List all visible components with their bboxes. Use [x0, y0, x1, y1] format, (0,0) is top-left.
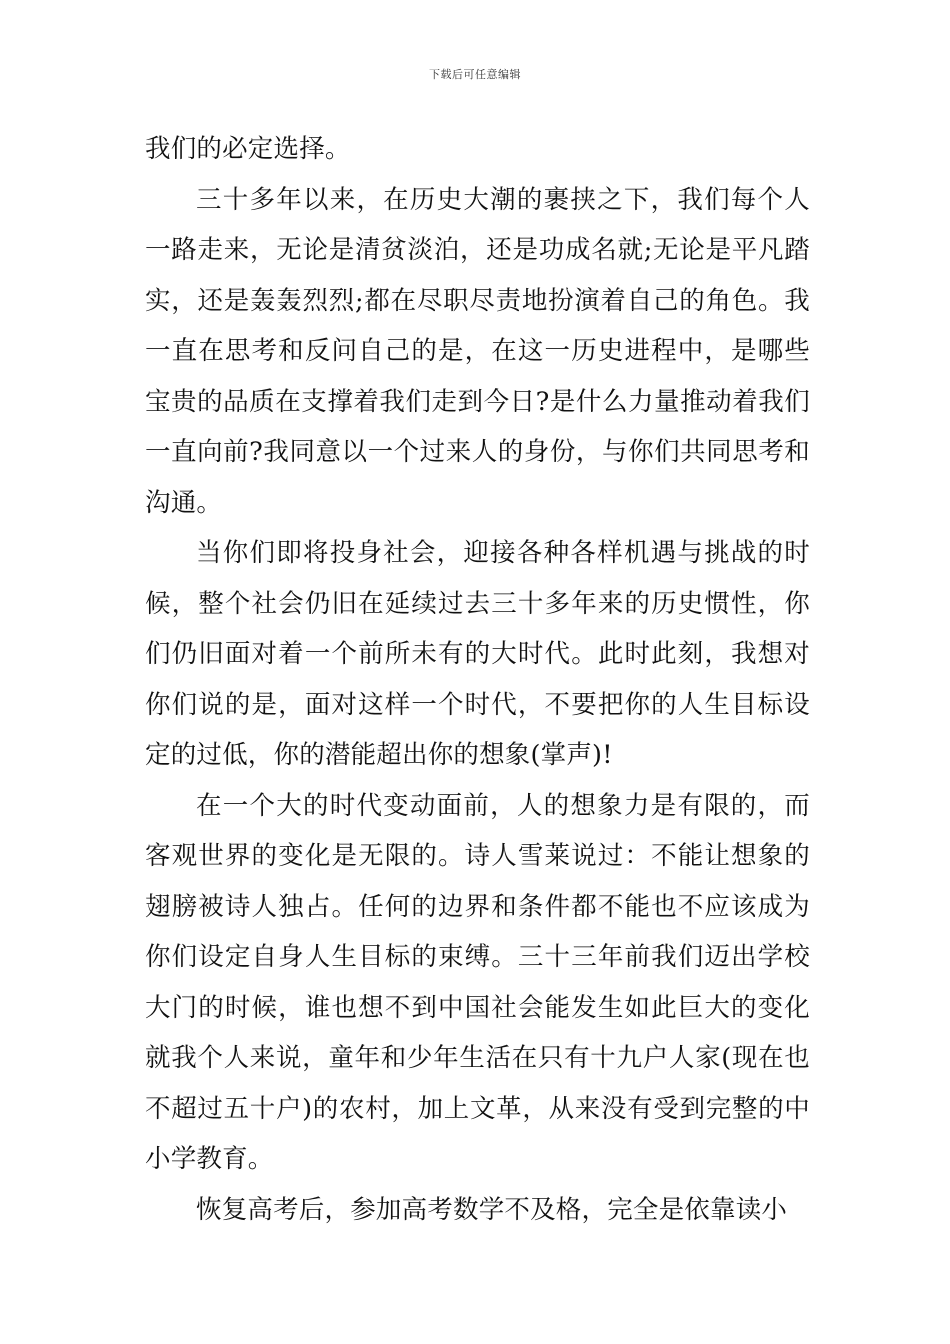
- paragraph: 我们的必定选择。: [145, 134, 351, 164]
- paragraph: 在一个大的时代变动面前，人的想象力是有限的，而客观世界的变化是无限的。诗人雪莱说过：不能让想象的翅膀被诗人独占。任何的边界和条件都不能也不应该成为你们设定自身人生目标的束缚。三十三年前我们迈出学校大门的时候，谁也想不到中国社会能发生如此巨大的变化就我个人来说，童年和少年生活在只有十九户人家(现在也不超过五十户)的农村，加上文革，从来没有受到完整的中小学教育。: [145, 790, 810, 1174]
- paragraph: 恢复高考后，参加高考数学不及格，完全是依靠读小: [196, 1194, 788, 1225]
- paragraph: 三十多年以来，在历史大潮的裹挟之下，我们每个人一路走来，无论是清贫淡泊，还是功成名就;无论是平凡踏实，还是轰轰烈烈;都在尽职尽责地扮演着自己的角色。我一直在思考和反问自己的是，在这一历史进程中，是哪些宝贵的品质在支撑着我们走到今日?是什么力量推动着我们一直向前?我同意以一个过来人的身份，与你们共同思考和沟通。: [145, 184, 810, 518]
- document-body: [145, 124, 810, 1235]
- paragraph: 当你们即将投身社会，迎接各种各样机遇与挑战的时候，整个社会仍旧在延续过去三十多年来的历史惯性，你们仍旧面对着一个前所未有的大时代。此时此刻，我想对你们说的是，面对这样一个时代，不要把你的人生目标设定的过低，你的潜能超出你的想象(掌声)!: [145, 538, 810, 770]
- page-header: 下载后可任意编辑: [429, 68, 521, 81]
